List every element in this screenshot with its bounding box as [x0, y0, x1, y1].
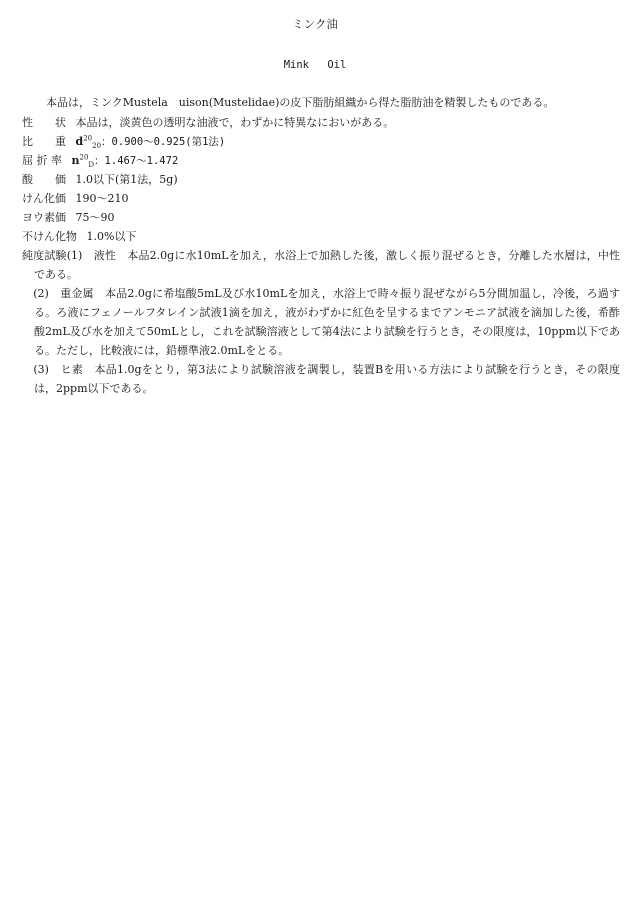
density-sub: 20: [92, 142, 102, 151]
property-label: 比 重: [22, 135, 66, 148]
property-value: 1.0%以下: [86, 230, 137, 243]
property-value: 1.0以下(第1法，5g): [75, 173, 178, 186]
property-label: けん化価: [22, 192, 66, 205]
property-value: 190～210: [75, 192, 129, 205]
property-specific-gravity: [22, 132, 618, 152]
intro-paragraph: 本品は，ミンクMustela uison(Mustelidae)の皮下脂肪組織から得た脂肪油を精製したものである。: [46, 96, 555, 109]
refraction-symbol: n: [71, 154, 80, 167]
property-value-wrap: [71, 153, 179, 170]
property-label: 屈 折 率: [22, 154, 62, 167]
property-saponification-value: [22, 189, 618, 208]
purity-item-name: 重金属: [60, 287, 94, 300]
property-value: ：1.467～1.472: [94, 155, 179, 167]
refraction-sub: D: [88, 161, 95, 170]
refraction-sup: 20: [79, 153, 89, 162]
property-value: ：0.900～0.925(第1法): [101, 136, 226, 148]
purity-item-number: (2): [33, 287, 49, 300]
density-sup: 20: [83, 134, 93, 143]
purity-item-name: 液性: [93, 249, 117, 262]
property-label: 不けん化物: [22, 230, 77, 243]
property-description: [22, 113, 618, 132]
purity-item-2: [22, 284, 620, 360]
property-acid-value: [22, 170, 618, 189]
property-iodine-value: [22, 208, 618, 227]
property-label: 性 状: [22, 116, 66, 129]
purity-item-3: [22, 360, 620, 398]
subtitle-word-2: Oil: [327, 59, 347, 71]
density-symbol: d: [75, 135, 84, 148]
purity-item-1: [22, 246, 620, 284]
property-value-wrap: [75, 134, 226, 151]
subtitle-word-1: Mink: [283, 59, 309, 71]
purity-item-text: 本品1.0gをとり，第3法により試験溶液を調製し，装置Bを用いる方法により試験を行うとき，その限度は，2ppm以下である。: [34, 363, 621, 395]
purity-item-number: (1): [66, 249, 83, 262]
purity-heading: 純度試験: [22, 249, 67, 262]
property-unsaponifiable: [22, 227, 618, 246]
property-refractive-index: [22, 151, 618, 171]
purity-item-text: 本品2.0gに希塩酸5mL及び水10mLを加え，水浴上で時々振り混ぜながら5分間加温し，冷後，ろ過する。ろ液にフェノールフタレイン試液1滴を加え，液がわずかに紅色を呈するまでアンモニア試液を滴加した後，希酢酸2mL及び水を加えて50mLとし，これを試験溶液として第4法により試験を行うとき，その限度は，10ppm以下である。ただし，比較液には，鉛標準液2.0mLをとる。: [34, 287, 620, 357]
purity-item-number: (3): [33, 363, 49, 376]
page-title: ミンク油: [292, 17, 338, 31]
purity-item-name: ヒ素: [60, 363, 84, 376]
property-value: 75～90: [75, 211, 115, 224]
property-value: 本品は，淡黄色の透明な油液で，わずかに特異なにおいがある。: [75, 116, 395, 129]
page-subtitle: [0, 56, 630, 75]
purity-item-text: 本品2.0gに水10mLを加え，水浴上で加熱した後，激しく振り混ぜるとき，分離した水層は，中性である。: [34, 249, 621, 281]
property-label: ヨウ素価: [22, 211, 66, 224]
property-label: 酸 価: [22, 173, 66, 186]
purity-test-section: [22, 246, 620, 398]
